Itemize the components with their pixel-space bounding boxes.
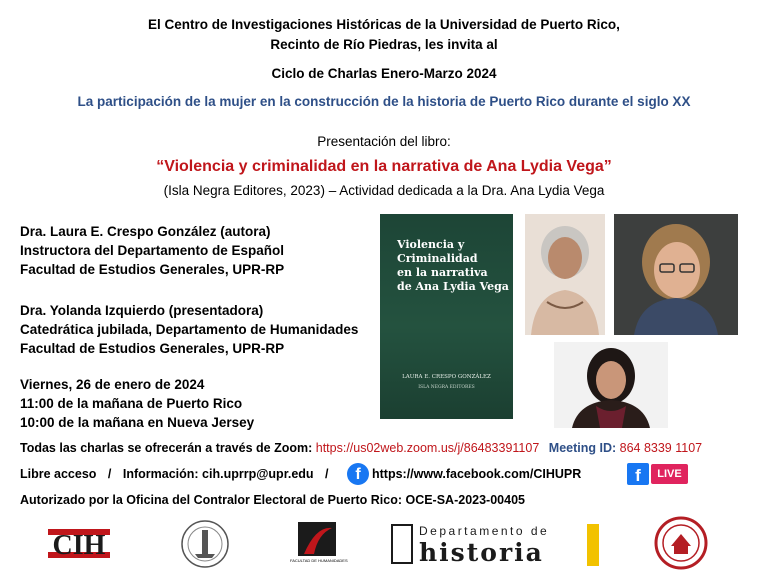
portrait-photo-3 [554, 342, 668, 428]
speaker-1-name: Dra. Laura E. Crespo González (autora) [20, 224, 271, 239]
portrait-photo-2 [614, 214, 738, 335]
facebook-icon[interactable]: f [347, 463, 369, 485]
event-date: Viernes, 26 de enero de 2024 [20, 377, 205, 392]
contact-line [20, 467, 337, 481]
portrait-3-drawing [554, 342, 668, 428]
departamento-text: Departamento de [419, 524, 550, 538]
schedule [20, 375, 254, 432]
institutional-seal-logo [654, 516, 708, 570]
departamento-historia-logo [391, 520, 603, 570]
portrait-1-drawing [525, 214, 605, 335]
book-cover-title-1: Violencia y [397, 238, 465, 251]
meeting-id-value: 864 8339 1107 [619, 441, 703, 455]
portrait-2-drawing [614, 214, 738, 335]
speaker-2 [20, 301, 358, 358]
facebook-square-icon: f [627, 463, 649, 485]
publisher-line: (Isla Negra Editores, 2023) – Actividad dedicada a la Dra. Ana Lydia Vega [163, 183, 605, 198]
yellow-bar-icon [587, 524, 599, 566]
separator-1: / [107, 467, 112, 481]
theme-title: La participación de la mujer en la construcción de la historia de Puerto Rico durante el siglo XX [77, 94, 691, 109]
book-cover-title-2: Criminalidad [397, 252, 478, 265]
book-cover-publisher: ISLA NEGRA EDITORES [418, 385, 475, 390]
speaker-1-role: Instructora del Departamento de Español [20, 243, 285, 258]
zoom-line [20, 441, 702, 455]
historia-text: historia [419, 538, 544, 567]
authorization-text: Autorizado por la Oficina del Contralor Electoral de Puerto Rico: OCE-SA-2023-00405 [20, 493, 525, 507]
book-title: “Violencia y criminalidad en la narrativa de Ana Lydia Vega” [156, 158, 612, 175]
speaker-1 [20, 222, 284, 279]
event-time-pr: 11:00 de la mañana de Puerto Rico [20, 396, 243, 411]
separator-2: / [325, 467, 329, 481]
book-cover-title-4: de Ana Lydia Vega [397, 280, 509, 293]
info-email[interactable]: Información: cih.uprrp@upr.edu [122, 467, 314, 481]
upr-seal-logo [168, 519, 242, 569]
header-line-2: Recinto de Río Piedras, les invita al [270, 37, 498, 52]
speaker-2-unit: Facultad de Estudios Generales, UPR-RP [20, 341, 285, 356]
access-text: Libre acceso [20, 467, 97, 481]
live-label: LIVE [651, 464, 688, 484]
cih-logo [46, 523, 112, 564]
speaker-1-unit: Facultad de Estudios Generales, UPR-RP [20, 262, 285, 277]
ornament-left-icon [391, 524, 413, 564]
cih-logo-text: CIH [52, 530, 106, 561]
book-cover-image [380, 214, 513, 419]
portrait-photo-1 [525, 214, 605, 335]
facebook-link[interactable]: https://www.facebook.com/CIHUPR [372, 467, 582, 481]
event-time-nj: 10:00 de la mañana en Nueva Jersey [20, 415, 255, 430]
zoom-prefix: Todas las charlas se ofrecerán a través de Zoom: [20, 441, 313, 455]
speaker-2-role: Catedrática jubilada, Departamento de Humanidades [20, 322, 359, 337]
header-line-1: El Centro de Investigaciones Históricas de la Universidad de Puerto Rico, [148, 17, 620, 32]
facebook-live-badge[interactable] [627, 463, 688, 485]
humanidades-logo [290, 520, 348, 568]
series-title: Ciclo de Charlas Enero-Marzo 2024 [271, 66, 497, 81]
speaker-2-name: Dra. Yolanda Izquierdo (presentadora) [20, 303, 264, 318]
book-cover-author: LAURA E. CRESPO GONZÁLEZ [402, 374, 491, 380]
humanidades-caption: FACULTAD DE HUMANIDADES [290, 558, 348, 563]
book-cover-title-3: en la narrativa [397, 266, 488, 279]
presentation-intro: Presentación del libro: [317, 134, 451, 149]
zoom-link[interactable]: https://us02web.zoom.us/j/86483391107 [315, 441, 540, 455]
meeting-id-label: Meeting ID: [548, 441, 617, 455]
